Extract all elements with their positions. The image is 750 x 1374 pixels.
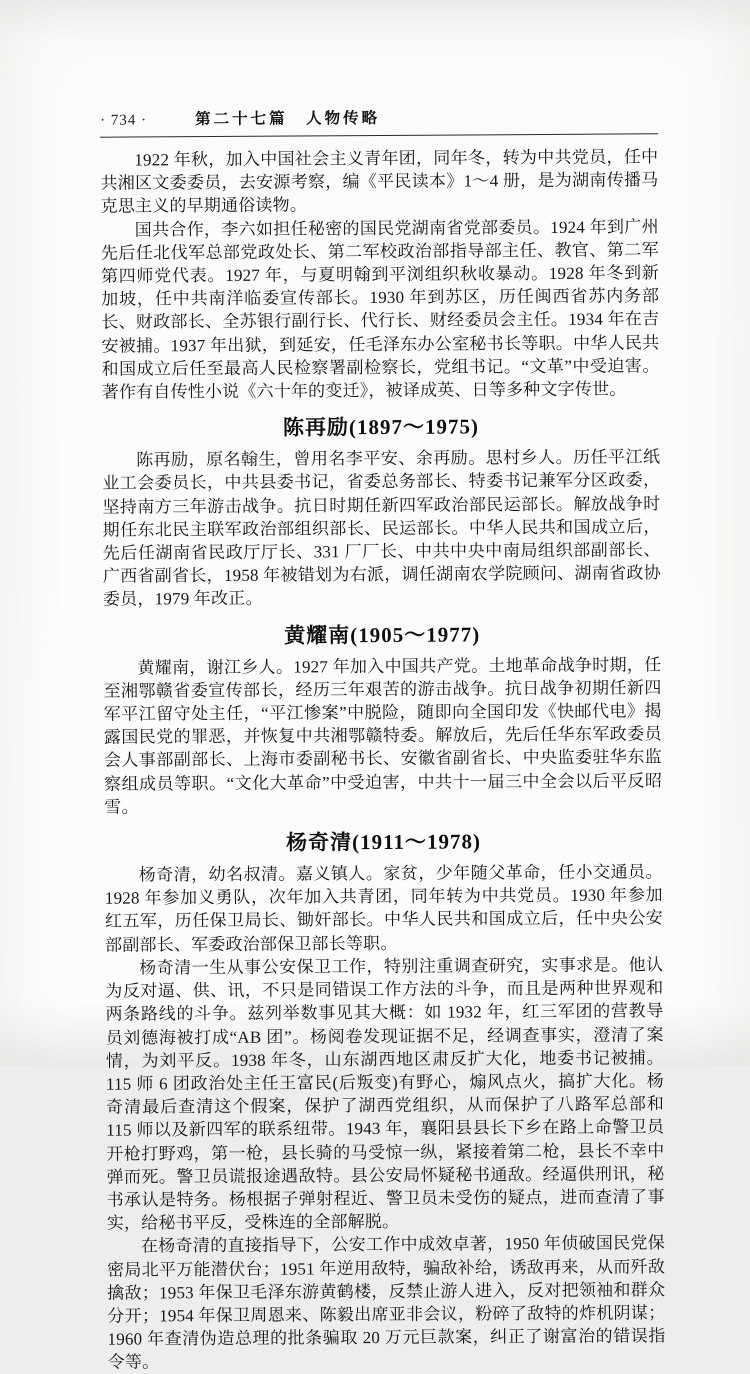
body-paragraph: 陈再励，原名翰生，曾用名李平安、余再励。思村乡人。历任平江纸业工会委员长，中共县委书记，省委总务部长、特委书记兼军分区政委，坚持南方三年游击战争。抗日时期任新四军政治部民运部长。解放战争时期任东北民主联军政治部组织部长、民运部长。中华人民共和国成立后，先后任湖南省民政厅厅长、331 厂厂长、中共中央中南局组织部副部长、广西省副省长，1958 年被错划为右派，调任湖南农学院顾问、湖南省政协委员，1979 年改正。	[102, 446, 661, 612]
running-header	[100, 104, 658, 129]
body-paragraph: 1922 年秋，加入中国社会主义青年团，同年冬，转为中共党员，任中共湘区文委委员，去安源考察，编《平民读本》1～4 册，是为湖南传播马克思主义的早期通俗读物。	[100, 145, 658, 218]
page-number: · 734 ·	[100, 112, 147, 129]
body-paragraph: 杨奇清一生从事公安保卫工作，特别注重调查研究，实事求是。他认为反对逼、供、讯，不只是同错误工作方法的斗争，而且是两种世界观和两条路线的斗争。兹列举数事见其大概：如 1932 年，红三军团的营教导员刘德海被打成“AB 团”。杨阅卷发现证据不足，经调查事实，澄清了案情，为刘平反。1938 年冬，山东湖西地区肃反扩大化，地委书记被捕。115 师 6 团政治处主任王富民(后叛变)有野心，煽风点火，搞扩大化。杨奇清最后查清这个假案，保护了湖西党组织，从而保护了八路军总部和 115 师以及新四军的联系纽带。1943 年，襄阳县县长下乡在路上命警卫员开枪打野鸡，第一枪，县长骑的马受惊一纵，紧接着第二枪，县长不幸中弹而死。警卫员谎报途遇敌特。县公安局怀疑秘书通敌。经逼供刑讯，秘书承认是特务。杨根据子弹射程近、警卫员未受伤的疑点，进而查清了事实，给秘书平反，受株连的全部解脱。	[105, 953, 665, 1235]
bio-heading-yang-qiqing: 杨奇清(1911～1978)	[104, 824, 662, 857]
body-paragraph: 国共合作，李六如担任秘密的国民党湖南省党部委员。1924 年到广州先后任北伐军总部党政处长、第二军校政治部指导部主任、教官、第二军第四师党代表。1927 年，与夏明翰到平浏组织秋收暴动。1928 年冬到新加坡，任中共南洋临委宣传部长。1930 年到苏区，历任闽西省苏内务部长、财政部长、全苏银行副行长、代行长、财经委员会主任。1934 年在吉安被捕。1937 年出狱，到延安，任毛泽东办公室秘书长等职。中华人民共和国成立后任至最高人民检察署副检察长，党组书记。“文革”中受迫害。著作有自传性小说《六十年的变迁》，被译成英、日等多种文字传世。	[101, 215, 660, 404]
body-paragraph: 杨奇清，幼名叔清。嘉义镇人。家贫，少年随父革命，任小交通员。1928 年参加义勇队，次年加入共青团，同年转为中共党员。1930 年参加红五军，历任保卫局长、锄奸部长。中华人民共和国成立后，任中央公安部副部长、军委政治部保卫部长等职。	[105, 860, 664, 956]
page-content	[100, 104, 666, 1374]
body-paragraph: 在杨奇清的直接指导下，公安工作中成效卓著，1950 年侦破国民党保密局北平万能潜伏台；1951 年逆用敌特，骗敌补给，诱敌再来，从而歼敌擒敌；1953 年保卫毛泽东游黄鹤楼，反禁止游人进入，反对把领袖和群众分开；1954 年保卫周恩来、陈毅出席亚非会议，粉碎了敌特的炸机阴谋；1960 年查清伪造总理的批条骗取 20 万元巨款案，纠正了谢富治的错误指令等。	[107, 1232, 666, 1374]
body-paragraph: 黄耀南，谢江乡人。1927 年加入中国共产党。土地革命战争时期，任至湘鄂赣省委宣传部长，经历三年艰苦的游击战争。抗日战争初期任新四军平江留守处主任，“平江惨案”中脱险，随即向全国印发《快邮代电》揭露国民党的罪恶，并恢复中共湘鄂赣特委。解放后，先后任华东军政委员会人事部副部长、上海市委副秘书长、安徽省副省长、中央监委驻华东监察组成员等职。“文化大革命”中受迫害，中共十一届三中全会以后平反昭雪。	[103, 653, 662, 819]
header-rule	[100, 133, 658, 137]
bio-heading-chen-zaili: 陈再励(1897～1975)	[102, 410, 660, 443]
chapter-title: 第二十七篇 人物传略	[195, 106, 380, 129]
bio-heading-huang-yaonan: 黄耀南(1905～1977)	[103, 617, 661, 650]
